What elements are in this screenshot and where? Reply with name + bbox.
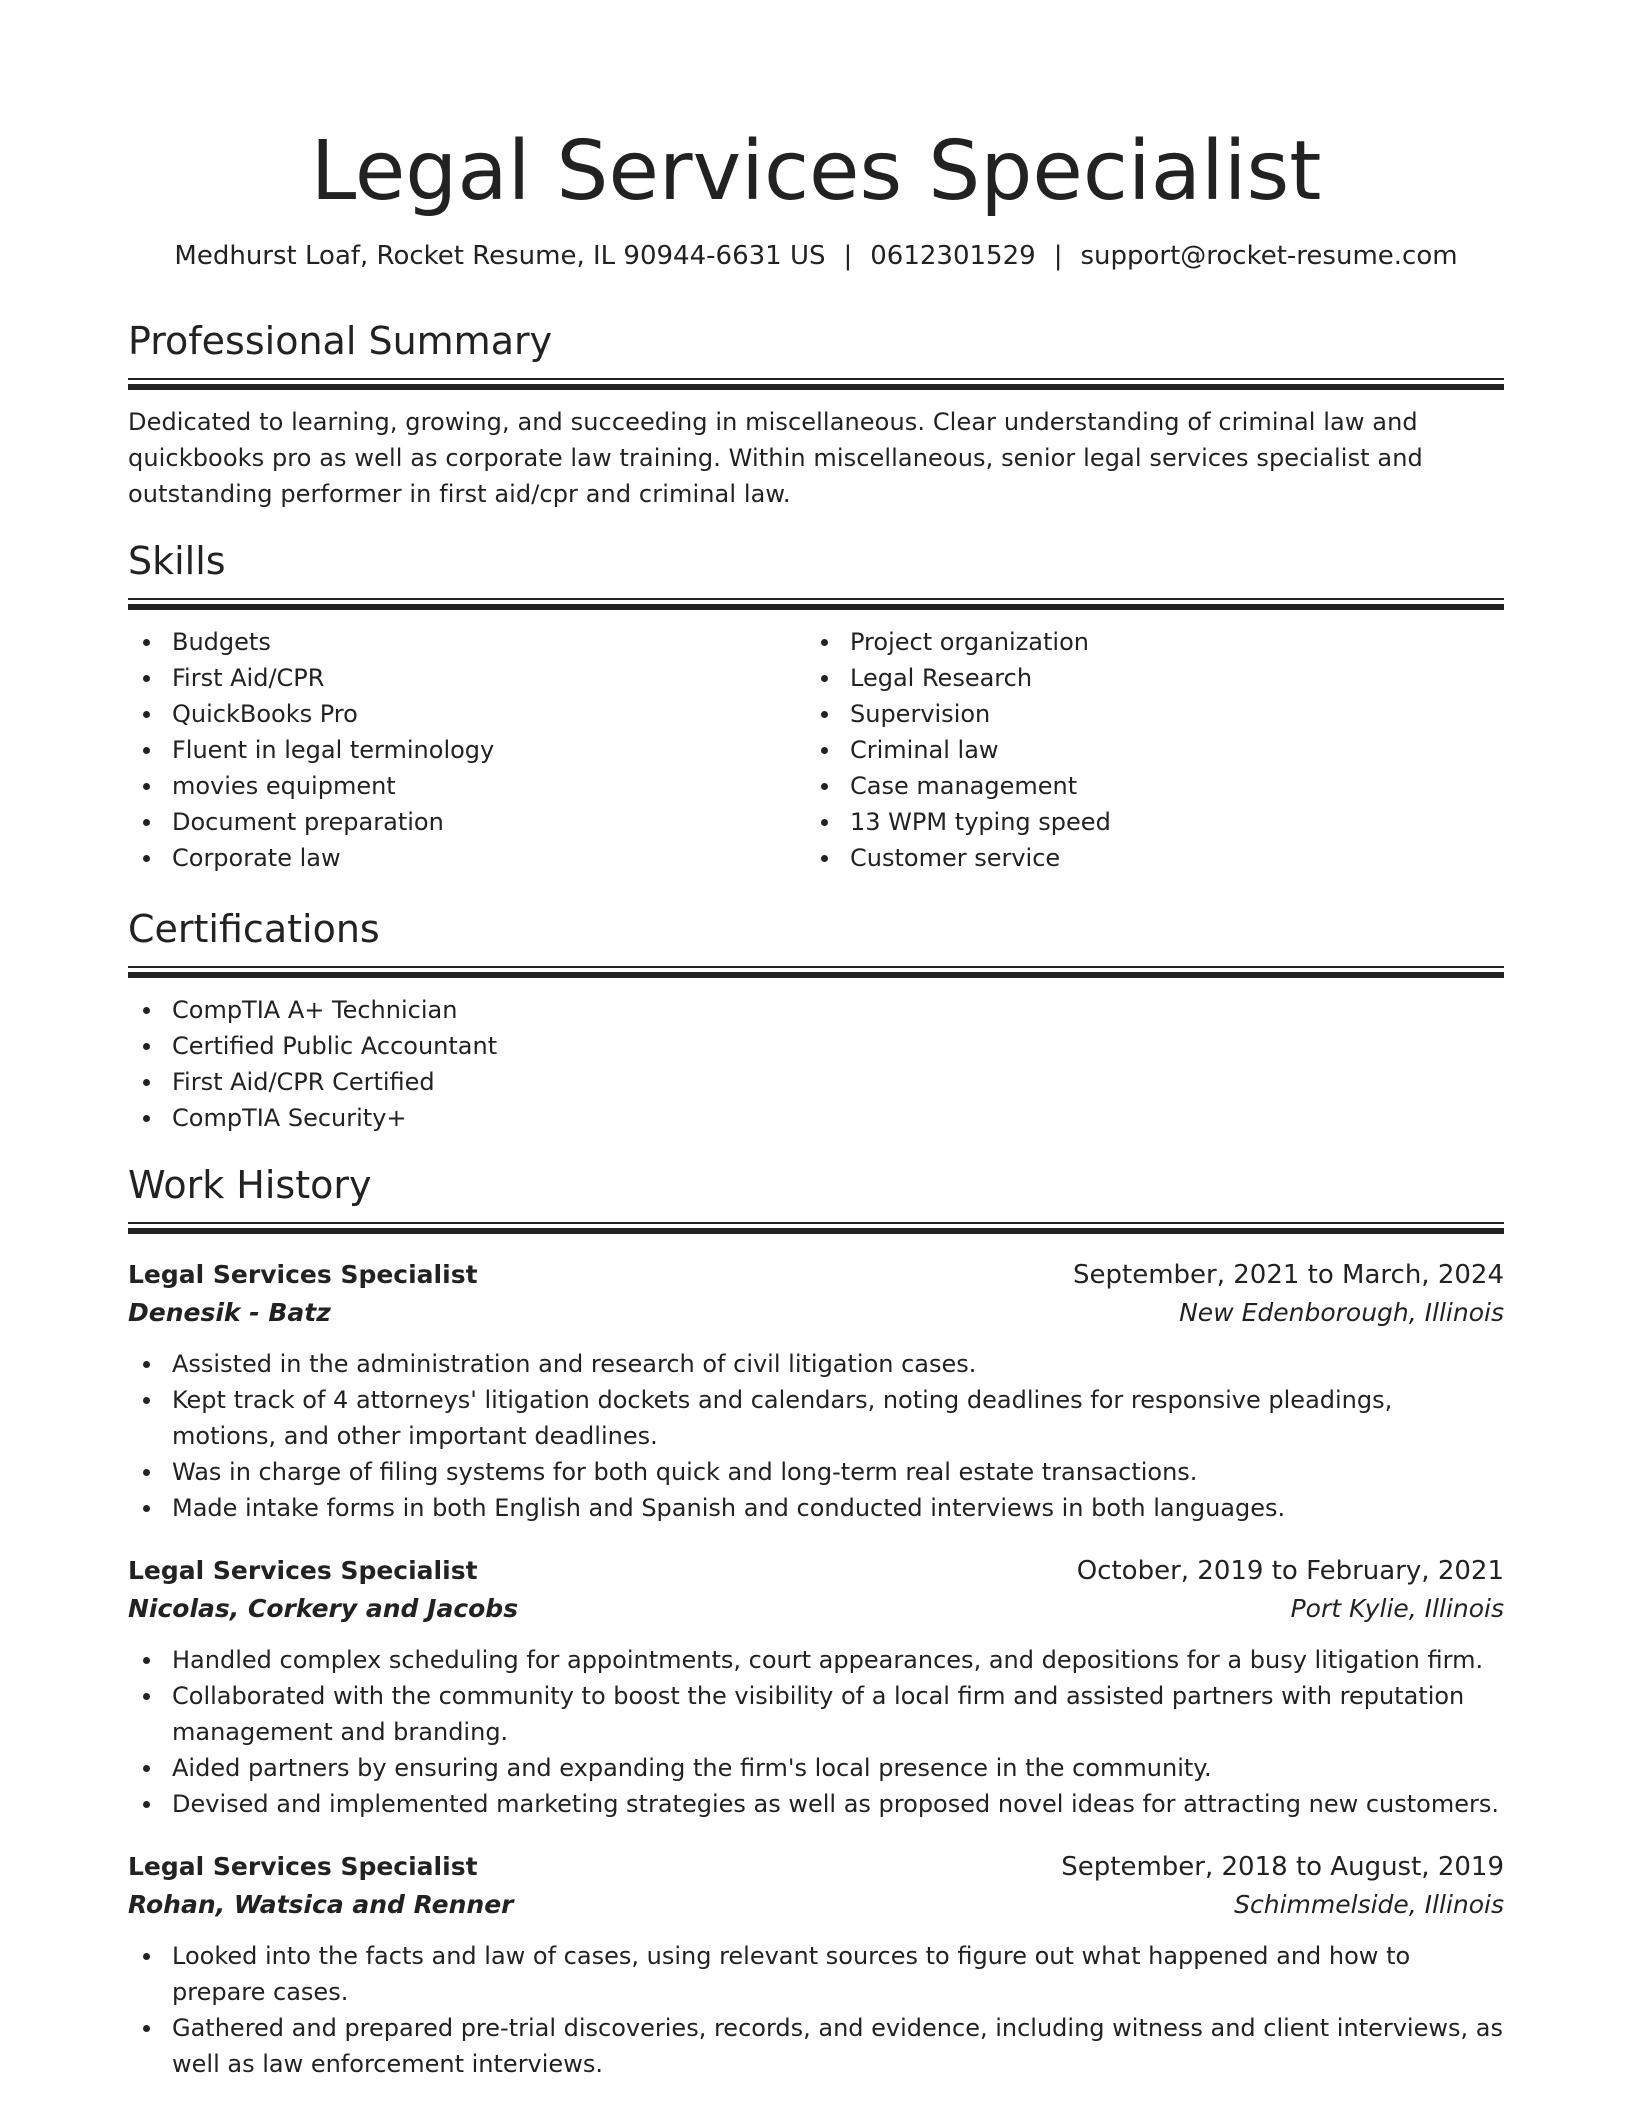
certification-item: Certified Public Accountant <box>128 1028 1504 1064</box>
skill-item: First Aid/CPR <box>128 660 806 696</box>
job-company: Nicolas, Corkery and Jacobs <box>128 1594 519 1623</box>
job-header-row <box>128 1552 1504 1590</box>
job-title: Legal Services Specialist <box>128 1556 478 1585</box>
job-dates: October, 2019 to February, 2021 <box>1076 1556 1504 1586</box>
section-heading: Skills <box>128 539 226 583</box>
skill-item: 13 WPM typing speed <box>806 804 1484 840</box>
certifications-list <box>128 992 1504 1136</box>
section-heading: Professional Summary <box>128 319 553 363</box>
job-location: Port Kylie, Illinois <box>1290 1594 1504 1623</box>
skill-item: Document preparation <box>128 804 806 840</box>
job-bullet: Made intake forms in both English and Spanish and conducted interviews in both languages. <box>128 1490 1504 1526</box>
skill-item: Corporate law <box>128 840 806 876</box>
job-bullet: Gathered and prepared pre-trial discoveries, records, and evidence, including witness and client interviews, as well as law enforcement interviews. <box>128 2010 1504 2082</box>
job-company-row <box>128 1294 1504 1332</box>
resume-title: Legal Services Specialist <box>310 124 1322 219</box>
certification-item: CompTIA A+ Technician <box>128 992 1504 1028</box>
skills-list-left <box>128 624 806 876</box>
section-heading: Work History <box>128 1163 372 1207</box>
job-entry <box>128 1256 1504 1526</box>
section-divider <box>128 1222 1504 1234</box>
professional-summary-section <box>128 318 1504 512</box>
skills-list-right <box>806 624 1484 876</box>
contact-separator: | <box>1053 241 1063 271</box>
contact-email[interactable]: support@rocket-resume.com <box>1080 241 1458 271</box>
job-title: Legal Services Specialist <box>128 1260 478 1289</box>
job-bullet: Handled complex scheduling for appointments, court appearances, and depositions for a busy litigation firm. <box>128 1642 1504 1678</box>
skill-item: QuickBooks Pro <box>128 696 806 732</box>
job-entry <box>128 1552 1504 1822</box>
section-divider <box>128 378 1504 390</box>
job-bullet: Kept track of 4 attorneys' litigation dockets and calendars, noting deadlines for responsive pleadings, motions, and other important deadlines. <box>128 1382 1504 1454</box>
certification-item: First Aid/CPR Certified <box>128 1064 1504 1100</box>
section-divider <box>128 966 1504 978</box>
job-company: Rohan, Watsica and Renner <box>128 1890 514 1919</box>
job-company-row <box>128 1886 1504 1924</box>
work-history-section <box>128 1162 1504 2082</box>
job-dates: September, 2018 to August, 2019 <box>1061 1852 1504 1882</box>
job-bullet: Assisted in the administration and research of civil litigation cases. <box>128 1346 1504 1382</box>
job-bullet: Collaborated with the community to boost the visibility of a local firm and assisted partners with reputation management and branding. <box>128 1678 1504 1750</box>
job-location: New Edenborough, Illinois <box>1179 1298 1504 1327</box>
skills-section <box>128 538 1504 876</box>
job-title: Legal Services Specialist <box>128 1852 478 1881</box>
skill-item: Project organization <box>806 624 1484 660</box>
skill-item: Fluent in legal terminology <box>128 732 806 768</box>
certification-item: CompTIA Security+ <box>128 1100 1504 1136</box>
section-heading: Certifications <box>128 907 380 951</box>
job-bullet: Devised and implemented marketing strategies as well as proposed novel ideas for attracting new customers. <box>128 1786 1504 1822</box>
contact-line <box>0 238 1632 274</box>
summary-text: Dedicated to learning, growing, and succeeding in miscellaneous. Clear understanding of criminal law and quickbooks pro as well as corporate law training. Within miscellaneous, senior legal services specialist and outstanding performer in first aid/cpr and criminal law. <box>128 408 1423 508</box>
job-bullet: Looked into the facts and law of cases, using relevant sources to figure out what happened and how to prepare cases. <box>128 1938 1504 2010</box>
job-bullet: Aided partners by ensuring and expanding the firm's local presence in the community. <box>128 1750 1504 1786</box>
job-header-row <box>128 1848 1504 1886</box>
job-entry <box>128 1848 1504 2082</box>
contact-phone: 0612301529 <box>870 241 1036 271</box>
job-bullets <box>128 1938 1504 2082</box>
skill-item: Legal Research <box>806 660 1484 696</box>
skill-item: Criminal law <box>806 732 1484 768</box>
certifications-section <box>128 906 1504 1136</box>
skill-item: movies equipment <box>128 768 806 804</box>
job-header-row <box>128 1256 1504 1294</box>
skill-item: Case management <box>806 768 1484 804</box>
job-bullets <box>128 1642 1504 1822</box>
job-company-row <box>128 1590 1504 1628</box>
skill-item: Budgets <box>128 624 806 660</box>
job-location: Schimmelside, Illinois <box>1234 1890 1504 1919</box>
contact-address: Medhurst Loaf, Rocket Resume, IL 90944-6631 US <box>174 241 826 271</box>
skill-item: Customer service <box>806 840 1484 876</box>
job-company: Denesik - Batz <box>128 1298 331 1327</box>
skills-columns <box>128 610 1504 876</box>
job-dates: September, 2021 to March, 2024 <box>1073 1260 1504 1290</box>
jobs-list <box>128 1256 1504 2082</box>
job-bullet: Was in charge of filing systems for both quick and long-term real estate transactions. <box>128 1454 1504 1490</box>
job-bullets <box>128 1346 1504 1526</box>
contact-separator: | <box>843 241 853 271</box>
skill-item: Supervision <box>806 696 1484 732</box>
section-divider <box>128 598 1504 610</box>
